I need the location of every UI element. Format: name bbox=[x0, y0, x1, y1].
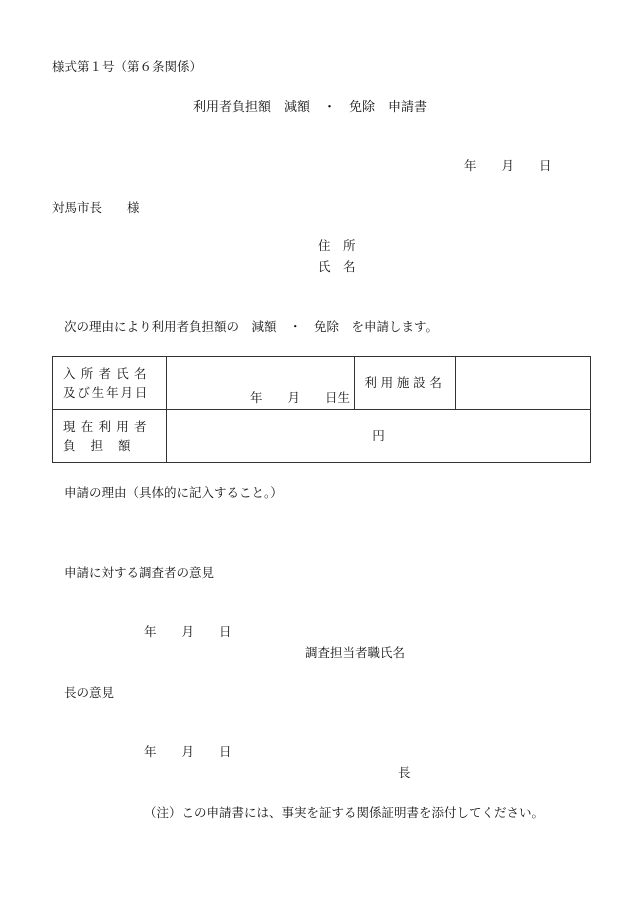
facility-label: 利用施設名 bbox=[355, 357, 456, 410]
applicant-address-label: 住 所 bbox=[318, 238, 356, 253]
application-statement: 次の理由により利用者負担額の 減額 ・ 免除 を申請します。 bbox=[64, 319, 439, 334]
resident-label-line2: 及び生年月日 bbox=[63, 385, 150, 400]
table-row bbox=[53, 357, 591, 410]
burden-label-line1: 現在利用者 bbox=[63, 418, 152, 434]
investigator-signature-label: 調査担当者職氏名 bbox=[305, 645, 406, 660]
resident-label-cell bbox=[53, 357, 167, 410]
chief-date: 年 月 日 bbox=[144, 744, 232, 759]
resident-label-line1: 入所者氏名 bbox=[63, 365, 152, 381]
attachment-note: （注）この申請書には、事実を証する関係証明書を添付してください。 bbox=[144, 805, 545, 820]
applicant-name-label: 氏 名 bbox=[318, 259, 356, 274]
chief-heading: 長の意見 bbox=[64, 685, 115, 700]
resident-name-cell[interactable] bbox=[167, 357, 355, 410]
facility-value-cell[interactable] bbox=[456, 357, 591, 410]
chief-signature-label: 長 bbox=[398, 765, 411, 780]
burden-label-line2: 負担額 bbox=[63, 438, 146, 453]
yen-unit: 円 bbox=[372, 428, 385, 444]
application-info-table bbox=[52, 356, 591, 463]
burden-label-cell bbox=[53, 410, 167, 463]
form-number: 様式第１号（第６条関係） bbox=[52, 59, 203, 74]
birth-date-suffix: 年 月 日生 bbox=[249, 389, 350, 405]
reason-heading: 申請の理由（具体的に記入すること。） bbox=[64, 485, 283, 500]
investigator-date: 年 月 日 bbox=[144, 624, 232, 639]
table-row bbox=[53, 410, 591, 463]
burden-amount-cell[interactable] bbox=[167, 410, 591, 463]
investigator-heading: 申請に対する調査者の意見 bbox=[64, 565, 215, 580]
application-date: 年 月 日 bbox=[464, 158, 552, 173]
form-title: 利用者負担額 減額 ・ 免除 申請書 bbox=[193, 100, 428, 115]
addressee: 対馬市長 様 bbox=[52, 200, 140, 215]
